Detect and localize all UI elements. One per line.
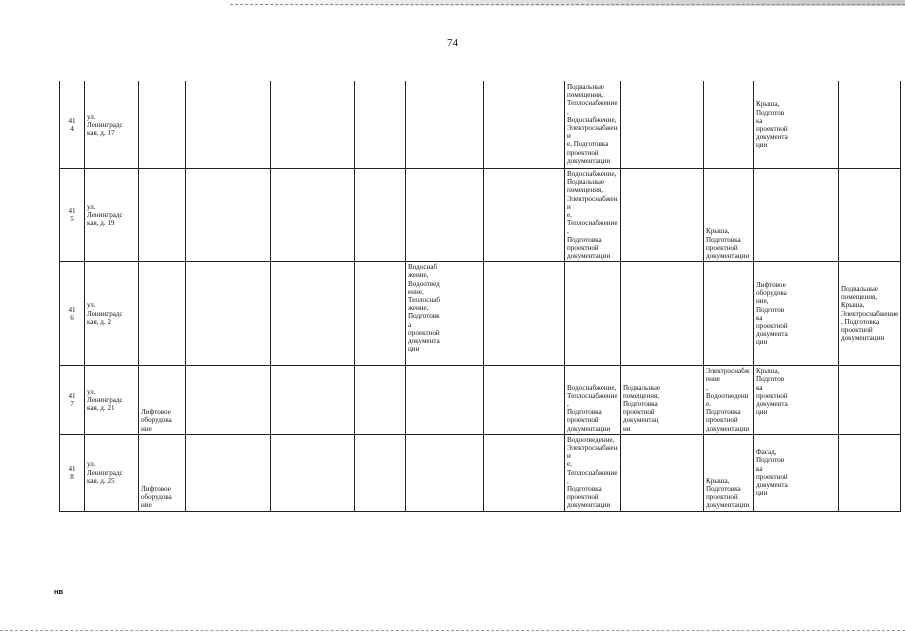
row-number-cell: 41 8 [60, 434, 85, 511]
work-type-cell [139, 82, 186, 169]
work-type-cell [406, 366, 484, 435]
row-number-cell: 41 5 [60, 169, 85, 262]
work-type-cell [754, 169, 839, 262]
work-type-cell [565, 262, 621, 366]
row-number-cell: 41 6 [60, 262, 85, 366]
work-type-cell [406, 434, 484, 511]
address-cell: ул. Ленинградс кая, д. 21 [85, 366, 139, 435]
work-type-cell: Лифтовое оборудова ние [139, 434, 186, 511]
work-type-cell: Фасад, Подготов ка проектной документа ции [754, 434, 839, 511]
work-type-cell [484, 169, 565, 262]
work-type-cell [704, 262, 754, 366]
work-type-cell [271, 169, 355, 262]
row-number-cell: 41 4 [60, 82, 85, 169]
scan-line-top [230, 4, 905, 5]
work-type-cell [186, 169, 271, 262]
work-type-cell [186, 262, 271, 366]
work-type-cell [406, 169, 484, 262]
work-type-cell [139, 169, 186, 262]
work-type-cell: Лифтовое оборудова ние, Подготов ка проектной документа ции [754, 262, 839, 366]
work-type-cell [406, 82, 484, 169]
work-type-cell [186, 82, 271, 169]
footer-note: нв [54, 587, 64, 596]
row-number-cell: 41 7 [60, 366, 85, 435]
table-row [60, 82, 901, 169]
work-type-cell [355, 262, 406, 366]
work-type-cell [355, 169, 406, 262]
address-cell: ул. Ленинградс кая, д. 17 [85, 82, 139, 169]
work-type-cell: Водоснабжение, Теплоснабжение, Подготовка проектной документации [565, 366, 621, 435]
work-type-cell [484, 366, 565, 435]
table-row [60, 434, 901, 511]
work-type-cell: Крыша, Подготовка проектной документации [704, 434, 754, 511]
work-type-cell [271, 434, 355, 511]
work-type-cell [704, 82, 754, 169]
work-type-cell [621, 434, 704, 511]
work-type-cell [355, 434, 406, 511]
work-type-cell: Электроснабжение , Водоотведение, Подготовка проектной документации [704, 366, 754, 435]
work-type-cell: Подвальные помещения, Теплоснабжение, Водоснабжение, Электроснабжени е, Подготовка проектной документации [565, 82, 621, 169]
work-type-cell: Лифтовое оборудова ние [139, 366, 186, 435]
work-type-cell: Крыша, Подготов ка проектной документа ции [754, 82, 839, 169]
work-type-cell [839, 366, 901, 435]
work-type-cell [839, 169, 901, 262]
page-number: 74 [447, 37, 458, 49]
work-type-cell [621, 262, 704, 366]
work-type-cell: Водоотведение, Электроснабжени е, Теплоснабжение, Подготовка проектной документации [565, 434, 621, 511]
work-type-cell: Водоснаб жение, Водоотвед ение, Теплоснаб жение, Подготовк а проектной документа ции [406, 262, 484, 366]
scan-edge-top [0, 0, 905, 6]
work-type-cell [355, 366, 406, 435]
work-type-cell [484, 82, 565, 169]
work-type-cell [839, 82, 901, 169]
work-type-cell [271, 366, 355, 435]
work-type-cell: Крыша, Подготов ка проектной документа ции [754, 366, 839, 435]
work-type-cell: Крыша, Подготовка проектной документации [704, 169, 754, 262]
address-cell: ул. Ленинградс кая, д. 25 [85, 434, 139, 511]
work-type-cell [621, 82, 704, 169]
work-type-cell [839, 434, 901, 511]
table-row [60, 169, 901, 262]
table-row [60, 366, 901, 435]
scan-line-bottom [0, 630, 905, 631]
work-type-cell [484, 434, 565, 511]
works-table [59, 81, 901, 512]
work-type-cell [355, 82, 406, 169]
work-type-cell [621, 169, 704, 262]
address-cell: ул. Ленинградс кая, д. 19 [85, 169, 139, 262]
work-type-cell: Подвальные помещения, Подготовка проектной документац ии [621, 366, 704, 435]
work-type-cell [186, 366, 271, 435]
work-type-cell [271, 82, 355, 169]
table-row [60, 262, 901, 366]
address-cell: ул. Ленинградс кая, д. 2 [85, 262, 139, 366]
work-type-cell [139, 262, 186, 366]
work-type-cell [484, 262, 565, 366]
work-type-cell [271, 262, 355, 366]
work-type-cell [186, 434, 271, 511]
work-type-cell: Подвальные помещения, Крыша, Электроснабжение , Подготовка проектной документации [839, 262, 901, 366]
work-type-cell: Водоснабжение, Подвальные помещения, Электроснабжени е, Теплоснабжение, Подготовка проектной документации [565, 169, 621, 262]
